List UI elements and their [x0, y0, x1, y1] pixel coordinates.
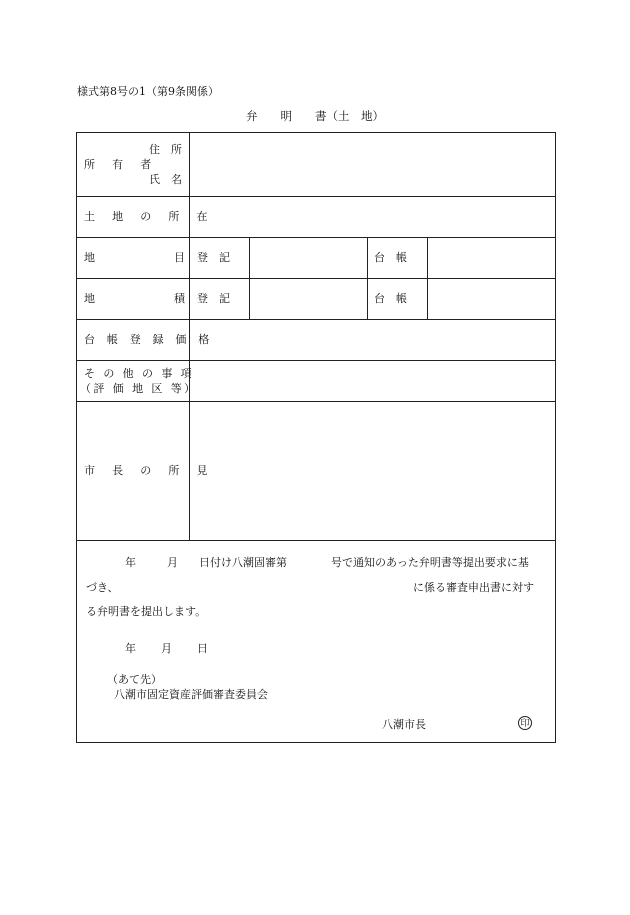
statement-notice-ref: 日付け八潮固審第 — [199, 556, 287, 569]
seal-mark: 印 — [518, 716, 532, 730]
statement-year: 年 — [125, 556, 136, 569]
name-label: 氏 名 — [149, 173, 182, 186]
registry-area-value[interactable] — [250, 279, 367, 319]
ledger-category-value[interactable] — [428, 238, 555, 278]
other-matters-sublabel: （評 価 地 区 等） — [80, 382, 198, 395]
statement-line3: る弁明書を提出します。 — [86, 605, 207, 618]
owner-label: 所 有 者 — [84, 158, 159, 171]
date-year: 年 — [125, 642, 136, 655]
signer: 八潮市長 — [382, 718, 426, 731]
registry-category-value[interactable] — [250, 238, 367, 278]
address-label: 住 所 — [149, 143, 182, 156]
form-number: 様式第8号の1（第9条関係） — [77, 85, 219, 98]
mayor-opinion-value[interactable] — [190, 402, 555, 540]
area-label-a: 地 — [84, 292, 95, 305]
other-matters-value[interactable] — [190, 361, 555, 401]
addressee: 八潮市固定資産評価審査委員会 — [114, 688, 268, 701]
statement-line1-end: 号で通知のあった弁明書等提出要求に基 — [331, 556, 529, 569]
statement-line2-start: づき、 — [86, 581, 119, 594]
date-day: 日 — [197, 642, 208, 655]
ledger-area-value[interactable] — [428, 279, 555, 319]
land-location-label: 土 地 の 所 在 — [84, 210, 215, 223]
ledger-label-category: 台 帳 — [374, 251, 407, 264]
owner-value-cell[interactable] — [190, 133, 555, 196]
land-category-label-b: 目 — [174, 251, 185, 264]
registry-label-category: 登 記 — [197, 251, 230, 264]
statement-line2-end: に係る審査申出書に対す — [413, 581, 534, 594]
statement-month: 月 — [167, 556, 178, 569]
land-category-label-a: 地 — [84, 251, 95, 264]
mayor-opinion-label: 市 長 の 所 見 — [84, 464, 215, 477]
document-title: 弁 明 書（土 地） — [246, 109, 384, 123]
date-month: 月 — [161, 642, 172, 655]
other-matters-label: そ の 他 の 事 項 — [84, 367, 195, 380]
land-location-value[interactable] — [190, 197, 555, 237]
form-table — [76, 132, 556, 743]
ledger-price-label: 台 帳 登 録 価 格 — [84, 333, 214, 346]
ledger-price-value[interactable] — [190, 320, 555, 360]
addressee-prefix: （あて先） — [107, 673, 162, 686]
area-label-b: 積 — [174, 292, 185, 305]
ledger-label-area: 台 帳 — [374, 292, 407, 305]
registry-label-area: 登 記 — [197, 292, 230, 305]
